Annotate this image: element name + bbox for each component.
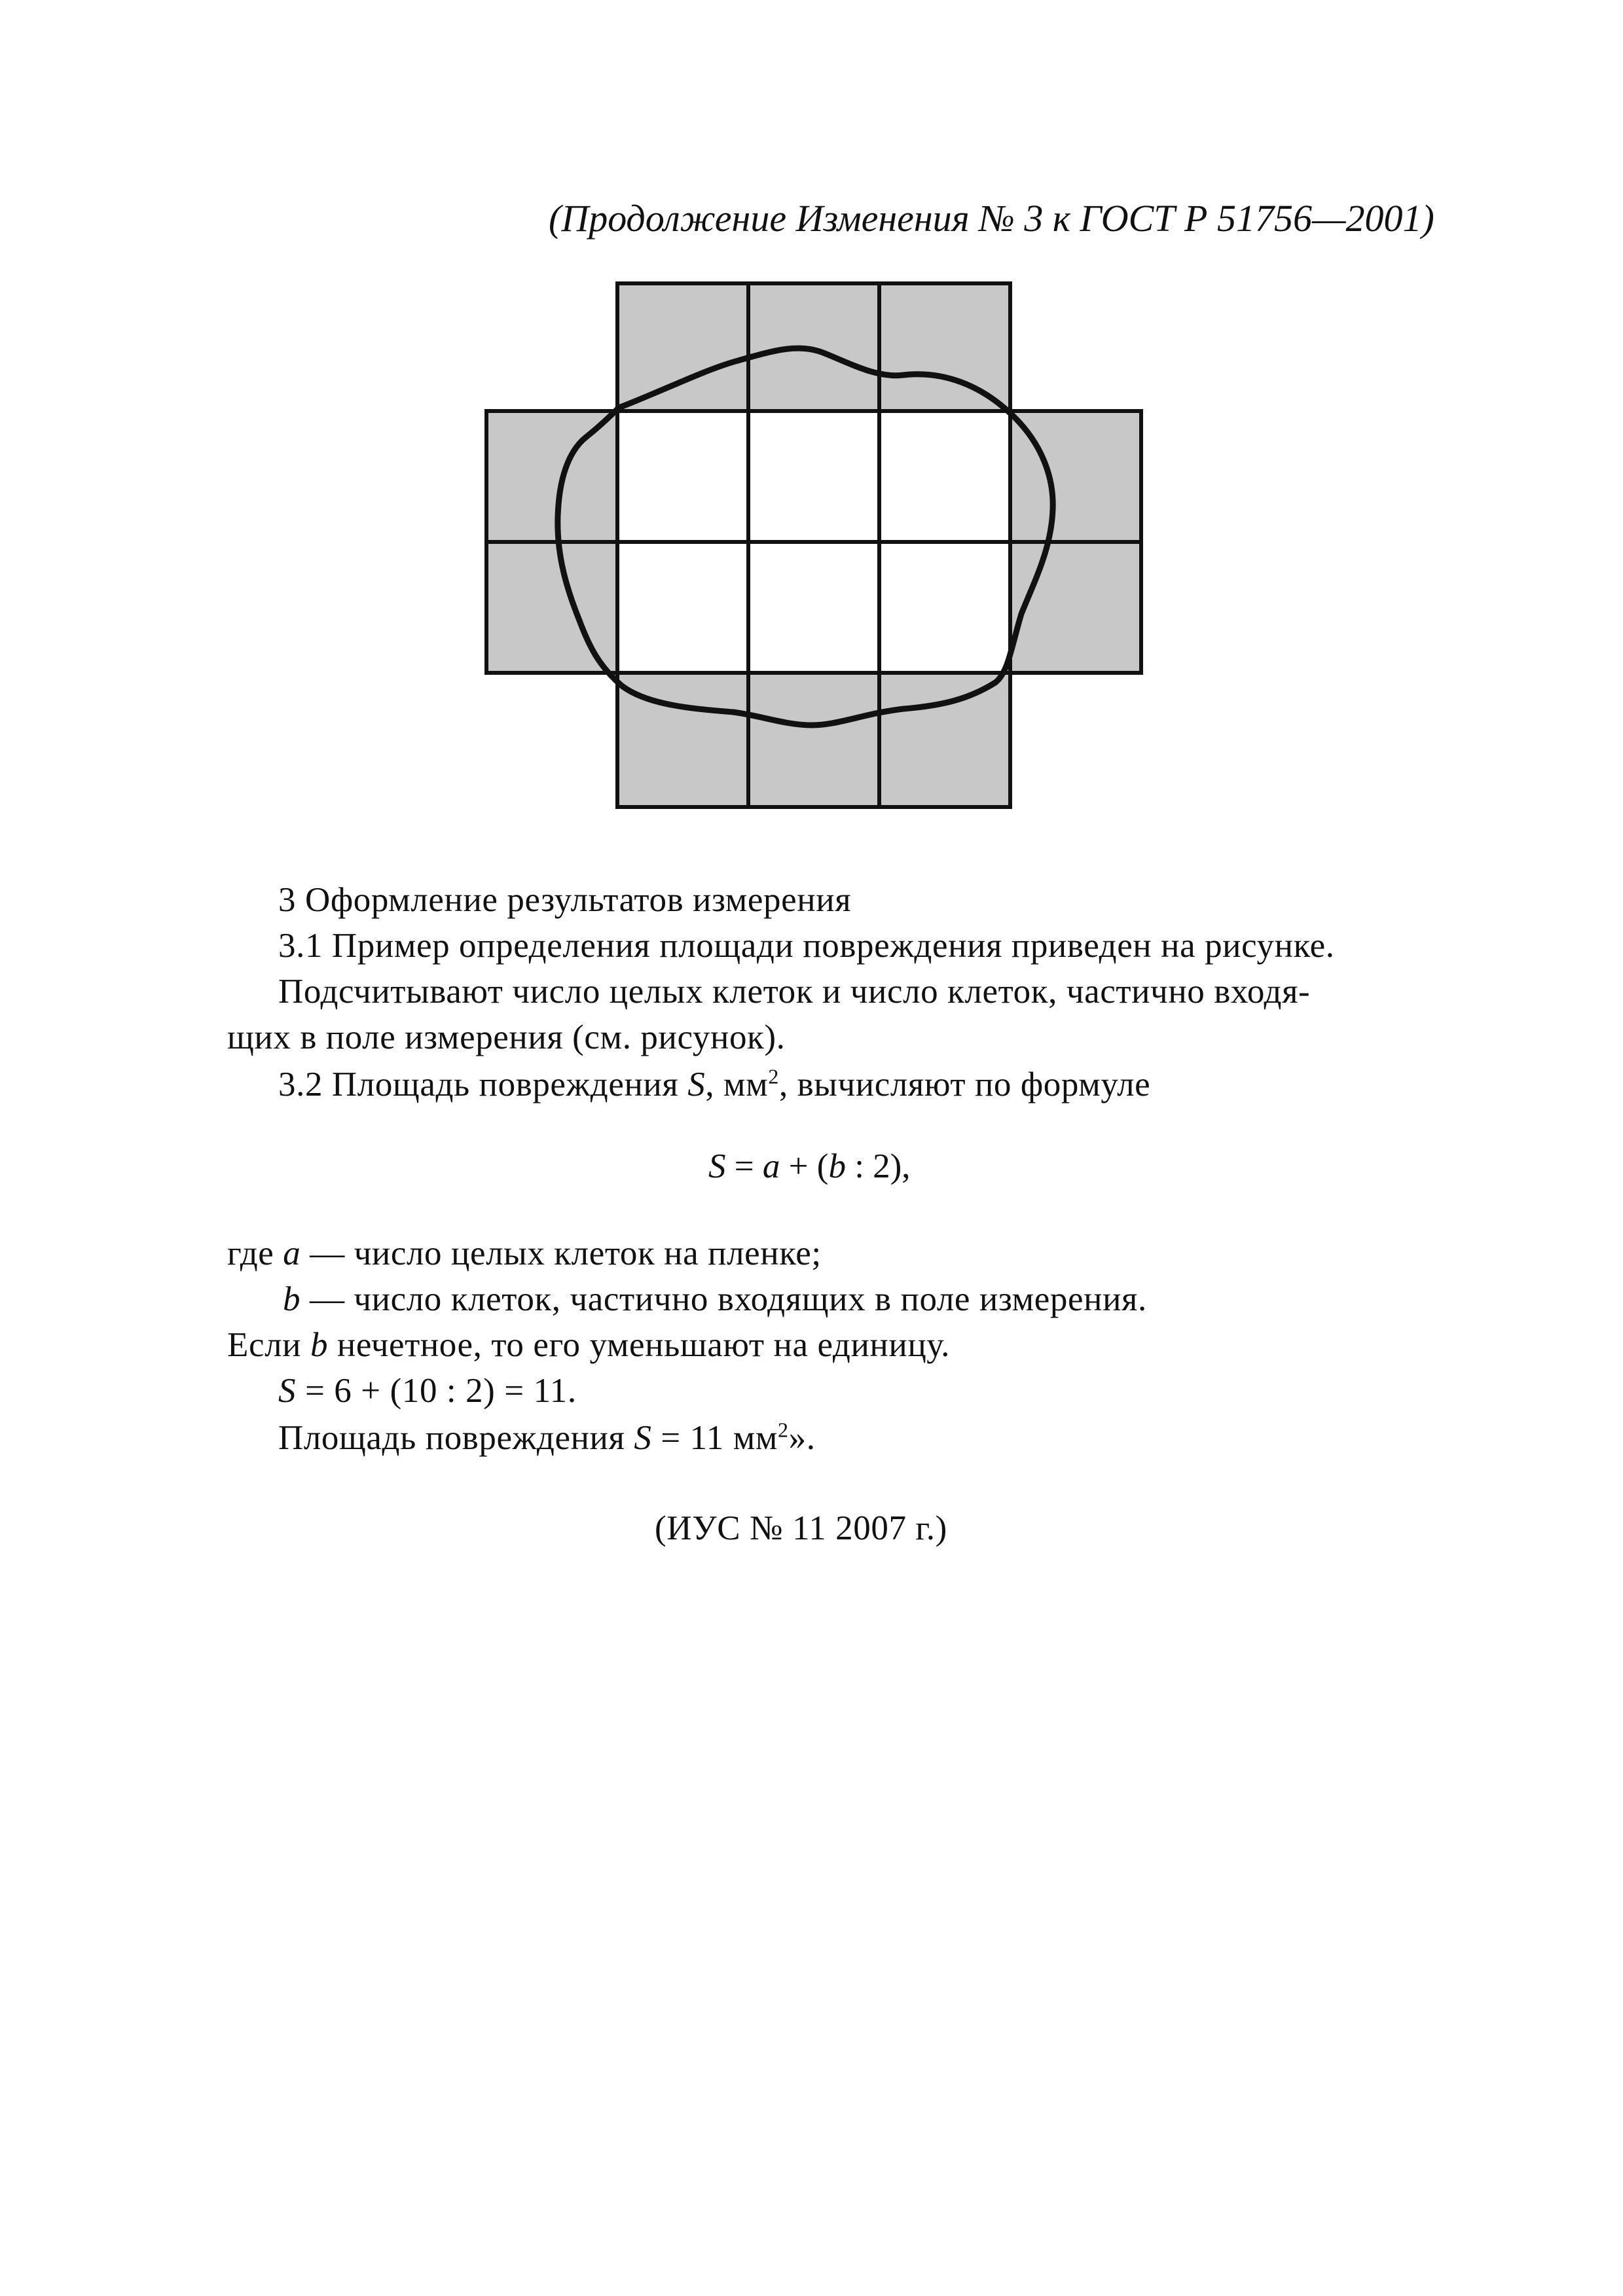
partial-cell bbox=[1010, 542, 1141, 673]
def-a-text: — число целых клеток на пленке; bbox=[301, 1234, 822, 1272]
p32-var: S bbox=[687, 1066, 706, 1103]
whole-cell bbox=[879, 411, 1010, 542]
damage-grid-figure bbox=[484, 280, 1146, 817]
result-var: S bbox=[634, 1419, 652, 1457]
result-suffix: ». bbox=[788, 1419, 816, 1457]
partial-cell bbox=[486, 542, 617, 673]
formula-eq: = bbox=[725, 1147, 763, 1185]
p32-mid: , мм bbox=[705, 1066, 769, 1103]
odd-text: нечетное, то его уменьшают на единицу. bbox=[328, 1326, 950, 1364]
calc-text: = 6 + (10 : 2) = 11. bbox=[296, 1372, 577, 1410]
p32-suffix: , вычисляют по формуле bbox=[778, 1066, 1151, 1103]
definition-a bbox=[227, 1230, 822, 1276]
def-b-text: — число клеток, частично входящих в поле измерения. bbox=[301, 1280, 1147, 1318]
result-sup: 2 bbox=[778, 1418, 789, 1442]
section-heading: 3 Оформление результатов измерения bbox=[278, 881, 852, 919]
formula-plus: + ( bbox=[780, 1147, 829, 1185]
def-b-var: b bbox=[283, 1280, 301, 1318]
formula-rest: : 2), bbox=[845, 1147, 911, 1185]
p32-prefix: 3.2 Площадь повреждения bbox=[278, 1066, 688, 1103]
odd-prefix: Если bbox=[227, 1326, 310, 1364]
definition-b bbox=[283, 1276, 1147, 1322]
partial-cell bbox=[748, 673, 879, 807]
paragraph-3-2 bbox=[278, 1062, 1150, 1107]
formula-a: a bbox=[762, 1147, 780, 1185]
paragraph-3-1: 3.1 Пример определения площади повреждения приведен на рисунке. bbox=[278, 927, 1335, 965]
calculation bbox=[278, 1368, 577, 1414]
paragraph-count-line1: Подсчитывают число целых клеток и число клеток, частично входя- bbox=[278, 973, 1311, 1011]
def-a-var: a bbox=[283, 1234, 301, 1272]
whole-cell bbox=[748, 542, 879, 673]
odd-var: b bbox=[310, 1326, 329, 1364]
partial-cell bbox=[879, 673, 1010, 807]
whole-cell bbox=[617, 542, 748, 673]
where-label: где bbox=[227, 1234, 283, 1272]
formula-b: b bbox=[828, 1147, 846, 1185]
whole-cell bbox=[617, 411, 748, 542]
source-reference: (ИУС № 11 2007 г.) bbox=[655, 1509, 947, 1547]
formula-lhs: S bbox=[708, 1147, 726, 1185]
area-formula bbox=[708, 1147, 911, 1186]
whole-cell bbox=[748, 411, 879, 542]
partial-cell bbox=[617, 283, 748, 411]
result bbox=[278, 1415, 816, 1461]
p32-sup: 2 bbox=[768, 1064, 779, 1088]
result-mid: = 11 мм bbox=[651, 1419, 778, 1457]
result-prefix: Площадь повреждения bbox=[278, 1419, 634, 1457]
whole-cell bbox=[879, 542, 1010, 673]
calc-var: S bbox=[278, 1372, 297, 1410]
partial-cell bbox=[879, 283, 1010, 411]
paragraph-count-line2: щих в поле измерения (см. рисунок). bbox=[227, 1018, 786, 1056]
odd-rule bbox=[227, 1322, 950, 1368]
continuation-header: (Продолжение Изменения № 3 к ГОСТ Р 51756—2001) bbox=[549, 197, 1434, 240]
